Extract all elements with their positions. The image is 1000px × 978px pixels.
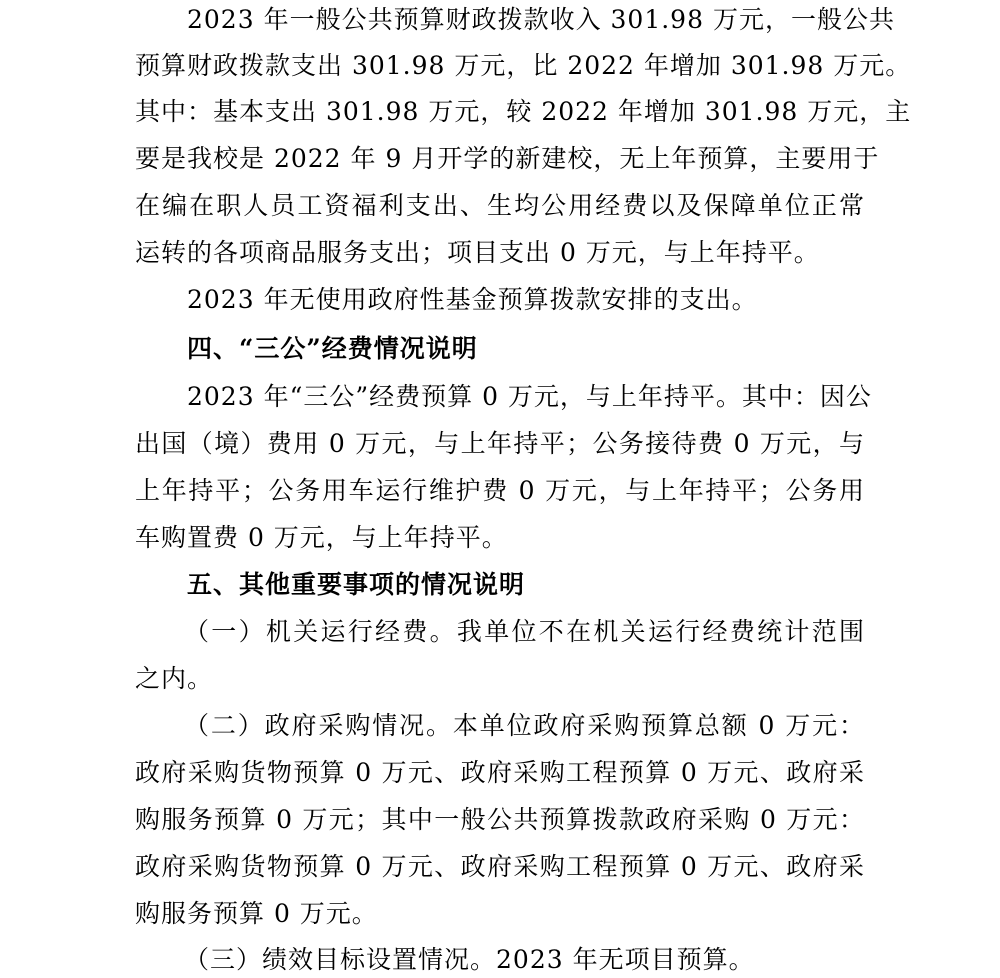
text-line: 要是我校是 2022 年 9 月开学的新建校，无上年预算，主要用于 (135, 144, 880, 173)
text-line: 政府采购货物预算 0 万元、政府采购工程预算 0 万元、政府采 (135, 852, 865, 881)
text-line: （一）机关运行经费。我单位不在机关运行经费统计范围 (184, 617, 865, 646)
text-line: 在编在职人员工资福利支出、生均公用经费以及保障单位正常 (135, 191, 865, 220)
section-heading: 五、其他重要事项的情况说明 (187, 570, 526, 599)
text-line: （三）绩效目标设置情况。2023 年无项目预算。 (184, 945, 755, 974)
text-line: 其中：基本支出 301.98 万元，较 2022 年增加 301.98 万元，主 (135, 97, 912, 126)
text-line: 2023 年一般公共预算财政拨款收入 301.98 万元，一般公共 (187, 5, 895, 34)
section-heading: 四、“三公”经费情况说明 (187, 334, 478, 363)
text-line: 上年持平；公务用车运行维护费 0 万元，与上年持平；公务用 (135, 476, 865, 505)
text-line: 2023 年“三公”经费预算 0 万元，与上年持平。其中：因公 (187, 382, 872, 411)
text-line: （二）政府采购情况。本单位政府采购预算总额 0 万元： (184, 711, 865, 740)
text-line: 2023 年无使用政府性基金预算拨款安排的支出。 (187, 285, 758, 314)
text-line: 之内。 (135, 664, 214, 693)
text-line: 政府采购货物预算 0 万元、政府采购工程预算 0 万元、政府采 (135, 758, 865, 787)
text-line: 预算财政拨款支出 301.98 万元，比 2022 年增加 301.98 万元。 (135, 51, 912, 80)
text-line: 购服务预算 0 万元；其中一般公共预算拨款政府采购 0 万元： (135, 805, 865, 834)
text-line: 车购置费 0 万元，与上年持平。 (135, 523, 508, 552)
text-line: 购服务预算 0 万元。 (135, 899, 378, 928)
text-line: 运转的各项商品服务支出；项目支出 0 万元，与上年持平。 (135, 238, 820, 267)
text-line: 出国（境）费用 0 万元，与上年持平；公务接待费 0 万元，与 (135, 429, 865, 458)
